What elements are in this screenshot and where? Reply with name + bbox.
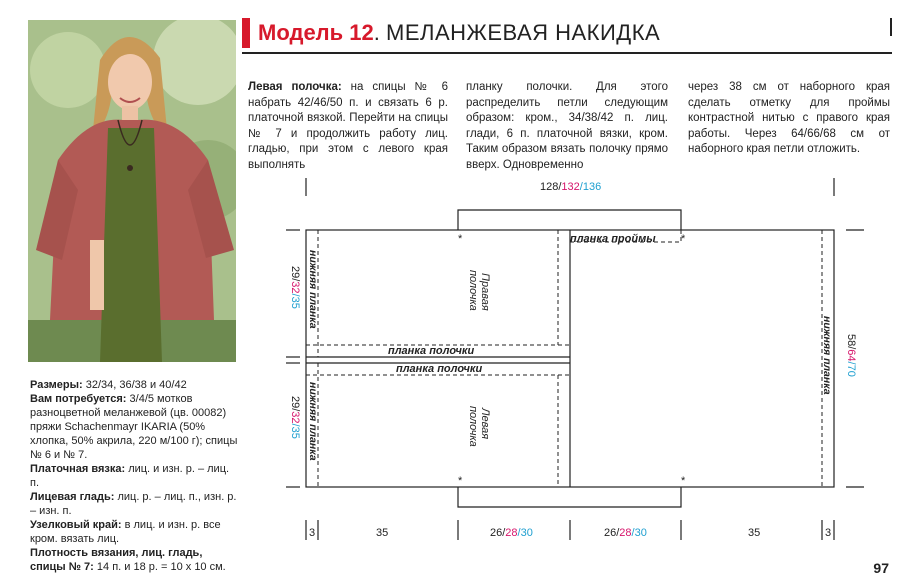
spec-garter — [30, 462, 240, 490]
spec-stockinette — [30, 490, 240, 518]
label-right-front-2: полочка — [467, 270, 479, 311]
dim-left-bottom-s3: /35 — [289, 423, 301, 439]
spec-garter-value: лиц. и изн. р. – лиц. п. — [30, 463, 230, 489]
star-mark-2: * — [681, 233, 686, 245]
dim-bottom-left-panel: 35 — [376, 527, 389, 539]
dim-top-width-s3: /136 — [579, 181, 602, 193]
label-left-front-2: полочка — [467, 406, 479, 447]
dim-right-s1: 58/ — [845, 334, 857, 350]
dim-bottom-edge-left: 3 — [309, 527, 316, 539]
left-front-heading: Левая полочка: — [248, 81, 342, 93]
dim-top-width — [540, 181, 601, 193]
model-illustration — [28, 20, 236, 362]
spec-gauge-value: 14 п. и 18 р. = 10 x 10 см. — [96, 561, 226, 573]
label-bottom-band-right: нижняя планка — [821, 316, 833, 395]
title-rule-right — [890, 18, 892, 36]
dim-right-s2: 64 — [845, 349, 857, 362]
star-mark-4: * — [681, 475, 686, 487]
spec-stockinette-label: Лицевая гладь: — [30, 491, 115, 503]
spec-materials-value: 3/4/5 мотков разноцветной меланжевой (цв. 00082) пряжи Schachenmayr IKARIA (50% хлопка, 50% акрила, 220 м/100 г); спицы № 6 и № 7. — [30, 393, 238, 461]
spec-edge-label: Узелковый край: — [30, 519, 122, 531]
dim-right-s3: /70 — [845, 361, 857, 377]
text-column-3 — [688, 80, 890, 158]
spec-sizes-label: Размеры: — [30, 379, 83, 391]
dim-left-top-s2: 32 — [289, 281, 301, 294]
page-header — [242, 18, 892, 52]
dim-bottom-edge-right: 3 — [825, 527, 832, 539]
dim-left-height-bottom — [289, 396, 301, 439]
star-mark-3: * — [458, 475, 463, 487]
dim-bottom-right-panel: 35 — [748, 527, 761, 539]
label-right-front-1: Правая — [479, 273, 491, 311]
title-underline — [242, 52, 892, 54]
dim-center-left-s3: /30 — [517, 527, 533, 539]
dim-right-height — [845, 334, 857, 377]
model-name: МЕЛАНЖЕВАЯ НАКИДКА — [386, 20, 661, 45]
spec-materials-label: Вам потребуется: — [30, 393, 127, 405]
label-bottom-band-left-top: нижняя планка — [307, 250, 319, 329]
spec-sizes-value: 32/34, 36/38 и 40/42 — [85, 379, 187, 391]
dim-center-right-s2: 28 — [619, 527, 632, 539]
title-accent-bar — [242, 18, 250, 48]
spec-sizes — [30, 378, 240, 392]
dim-bottom-center-left — [490, 527, 533, 539]
title-dot: . — [373, 20, 380, 45]
dim-top-width-s2: 132 — [561, 181, 580, 193]
spec-gauge-label: Плотность вязания, лиц. гладь, спицы № 7: — [30, 547, 203, 573]
dim-center-left-s2: 28 — [505, 527, 518, 539]
label-armhole-band: планка проймы — [570, 233, 656, 245]
model-photo — [28, 20, 236, 362]
text-column-3-body: через 38 см от наборного края сделать отметку для проймы контрастной нитью с правого края работы. Через 64/66/68 см от наборного края петли отложить. — [688, 81, 890, 155]
dim-left-height-top — [289, 266, 301, 309]
text-column-2 — [466, 80, 668, 173]
dim-left-top-s3: /35 — [289, 293, 301, 309]
text-column-2-body: планку полочки. Для этого распределить петли следующим образом: кром., 34/38/42 п. лиц. глади, 6 п. платочной вязки, кром. Таким образом вязать полочку прямо вверх. Одновременно — [466, 81, 668, 171]
dim-left-top-s1: 29/ — [289, 266, 301, 282]
page-title — [258, 20, 660, 46]
label-left-front-1: Левая — [479, 408, 491, 440]
text-column-1-body: на спицы № 6 набрать 42/46/50 п. и связать 6 р. платочной вязкой. Перейти на спицы № 7 и продолжить работу лиц. гладью, при этом с левого края выполнять — [248, 81, 448, 171]
text-column-1 — [248, 80, 448, 173]
page-number: 97 — [873, 560, 889, 576]
spec-materials — [30, 392, 240, 462]
model-label: Модель 12 — [258, 20, 374, 45]
label-front-band-1: планка полочки — [388, 345, 475, 357]
label-front-band-2: планка полочки — [396, 363, 483, 375]
label-bottom-band-left-bottom: нижняя планка — [307, 382, 319, 461]
spec-garter-label: Платочная вязка: — [30, 463, 126, 475]
dim-center-left-s1: 26/ — [490, 527, 506, 539]
dim-center-right-s3: /30 — [631, 527, 647, 539]
dim-left-bottom-s1: 29/ — [289, 396, 301, 412]
dim-top-width-s1: 128/ — [540, 181, 562, 193]
spec-edge — [30, 518, 240, 546]
dim-center-right-s1: 26/ — [604, 527, 620, 539]
star-mark-1: * — [458, 233, 463, 245]
specifications — [30, 378, 240, 574]
spec-stockinette-value: лиц. р. – лиц. п., изн. р. – изн. п. — [30, 491, 237, 517]
pattern-diagram — [270, 170, 870, 555]
dim-bottom-center-right — [604, 527, 647, 539]
dim-left-bottom-s2: 32 — [289, 411, 301, 424]
spec-edge-value: в лиц. и изн. р. все кром. вязать лиц. — [30, 519, 221, 545]
